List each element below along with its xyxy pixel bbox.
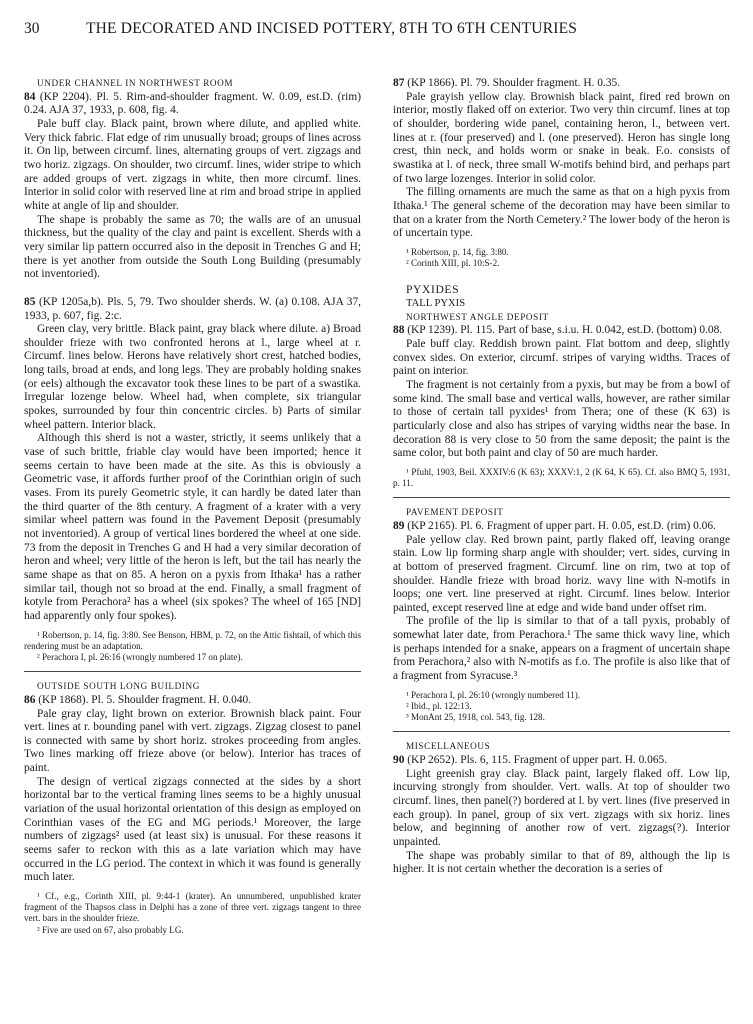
entry-description: (KP 1239). Pl. 115. Part of base, s.i.u. H. 0.042, est.D. (bottom) 0.08. xyxy=(404,324,723,337)
footnote: ² Five are used on 67, also probably LG. xyxy=(37,924,184,935)
footnote: ¹ Robertson, p. 14, fig. 3:80. See Benson, HBM, p. 72, on the Attic fishtail, of which this rendering must be an adaptation. xyxy=(24,629,361,651)
running-title: THE DECORATED AND INCISED POTTERY, 8TH TO 6TH CENTURIES xyxy=(86,20,578,37)
catalog-entry-heading xyxy=(393,754,730,768)
divider xyxy=(393,731,730,732)
entry-number: 89 xyxy=(393,519,405,532)
category-subtitle: TALL PYXIS xyxy=(406,297,466,309)
paragraph: The profile of the lip is similar to that of a tall pyxis, probably of somewhat later date, from Perachora.¹ The same thick wavy line, which is perhaps intended for a snake, appears on a fragment of uncertain shape from Perachora,² also with N-motifs as f.o. The profile is also like that of a fragment from Syracuse.³ xyxy=(393,615,730,683)
paragraph: The filling ornaments are much the same as that on a high pyxis from Ithaka.¹ The general scheme of the decoration may have been similar to that on a krater from the North Cemetery.² The lower body of the heron is of uncertain type. xyxy=(393,186,730,240)
entry-description: (KP 1205a,b). Pls. 5, 79. Two shoulder sherds. W. (a) 0.108. AJA 37, 1933, p. 607, fig. 2:c. xyxy=(24,295,361,322)
paragraph: Light greenish gray clay. Black paint, largely flaked off. Low lip, incurving strongly from shoulder. Vert. walls. At top of shoulder two circumf. lines, then panel(?) bordered at l. by vert. lines (five preserved in each group). In panel, group of six vert. zigzags with six horiz. lines below, and beginning of another row of vert. zigzags(?). Interior unpainted. xyxy=(393,767,730,848)
entry-description: (KP 1868). Pl. 5. Shoulder fragment. H. 0.040. xyxy=(35,693,252,706)
entry-number: 90 xyxy=(393,754,405,767)
divider xyxy=(24,671,361,672)
right-column xyxy=(393,77,730,877)
catalog-entry-heading xyxy=(24,694,361,708)
paragraph: The design of vertical zigzags connected at the sides by a short horizontal bar to the vertical framing lines seems to be a highly unusual variation of the usual horizontal orientation of this design as employed on Corinthian vases of the EG and MG periods.¹ Moreover, the large numbers of zigzags² used (at least six) is unusual. For these reasons it seems safer to reckon with this as a late variation which may have occurred in the LG period. The context in which it was found is generally much later. xyxy=(24,775,361,884)
page-number: 30 xyxy=(24,20,40,37)
catalog-entry-heading xyxy=(24,296,361,323)
entry-number: 87 xyxy=(393,77,405,89)
paragraph: Pale buff clay. Reddish brown paint. Flat bottom and deep, slightly convex sides. On exterior, circumf. stripes of varying widths. Traces of paint on interior. xyxy=(393,337,730,378)
running-header xyxy=(0,20,753,44)
paragraph: The shape was probably similar to that of 89, although the lip is higher. It is not certain whether the decoration is a series of xyxy=(393,849,730,876)
entry-number: 84 xyxy=(24,90,36,103)
paragraph: Although this sherd is not a waster, strictly, it seems unlikely that a vase of such brittle, friable clay would have been imported; hence it seems certain to have been made at the site. As this is obviously a Geometric vase, it affords further proof of the Corinthian origin of such vases. From its purely Geometric style, it can hardly be dated later than the third quarter of the 8th century. A fragment of a krater with a very similar wheel pattern was found in the Pavement Deposit (presumably not inventoried). A group of vertical lines bordered the wheel at one side. 73 from the deposit in Trenches G and H had a very similar decoration of heron and wheel; very little of the heron is left, but the tail has nearly the same shape as that on 85. A heron on a pyxis from Ithaka¹ has a rather similar tail, though not so broad at the end. Finally, a small fragment of kotyle from Perachora² has a wheel (six spokes? The wheel of 165 [ND] had apparently only four spokes). xyxy=(24,432,361,622)
paragraph: Green clay, very brittle. Black paint, gray black where dilute. a) Broad shoulder frieze with two confronted herons at l., large wheel at r. Circumf. lines below. Herons have relatively short crest, hatched bodies, long tails, broad at ends, and long legs. They are probably holding snakes (or eels) although the excavator took these lines to be part of a swastika. Irregular lozenge below. Wheel had, when complete, six triangular spokes, surrounded by four thin concentric circles. b) Parts of similar wheel pattern. Interior black. xyxy=(24,323,361,431)
footnote: ² Ibid., pl. 122:13. xyxy=(406,700,472,711)
footnote: ¹ Perachora I, pl. 26:10 (wrongly numbered 11). xyxy=(406,689,581,700)
footnote: ² Corinth XIII, pl. 10:S-2. xyxy=(406,258,500,269)
footnote: ¹ Cf., e.g., Corinth XIII, pl. 9:44-1 (krater). An unnumbered, unpublished krater fragment of the Thapsos class in Delphi has a zone of three vert. zigzags tangent to three vert. bars in the shoulder frieze. xyxy=(24,891,361,924)
paragraph: Pale gray clay, light brown on exterior. Brownish black paint. Four vert. lines at r. bounding panel with vert. zigzags. Zigzag closest to panel is connected with same by short horiz. strokes proceeding from angles. Two lines marking off frieze above (or below). Interior has traces of paint. xyxy=(24,707,361,775)
paragraph: Pale grayish yellow clay. Brownish black paint, fired red brown on interior, mostly flaked off on exterior. Two very thin circumf. lines at top of shoulder, bordering wide panel, containing heron, l., between vert. lines at r. (four preserved) and l. (one preserved). Heron has single long crest, thin neck, and holds worm or snake in beak. F.o. consists of swastika at l. of neck, three small W-motifs behind bird, and perhaps part of two large lozenges. Interior in solid color. xyxy=(393,90,730,185)
section-heading: MISCELLANEOUS xyxy=(406,741,491,752)
entry-description: (KP 1866). Pl. 79. Shoulder fragment. H. 0.35. xyxy=(404,77,621,89)
footnote: ¹ Pfuhl, 1903, Beil. XXXIV:6 (K 63); XXXV:1, 2 (K 64, K 65). Cf. also BMQ 5, 1931, p. 11. xyxy=(393,466,730,489)
paragraph: Pale yellow clay. Red brown paint, partly flaked off, leaving orange stain. Low lip forming sharp angle with shoulder; vert. sides, curving in at bottom of preserved fragment. Circumf. line on rim, two at top of shoulder. Handle frieze with broad horiz. wavy line with N-motifs in loops; one vert. line preserved at right. Circumf. lines below. Interior painted, except reserved line at edge and wide band under offset rim. xyxy=(393,533,730,614)
section-heading: PAVEMENT DEPOSIT xyxy=(406,507,504,518)
entry-number: 86 xyxy=(24,693,36,706)
entry-description: (KP 2652). Pls. 6, 115. Fragment of upper part. H. 0.065. xyxy=(404,754,668,767)
section-heading: OUTSIDE SOUTH LONG BUILDING xyxy=(37,681,200,692)
footnote: ¹ Robertson, p. 14, fig. 3:80. xyxy=(406,246,509,257)
entry-number: 85 xyxy=(24,295,36,308)
catalog-entry-heading xyxy=(393,324,730,338)
footnote: ² Perachora I, pl. 26:16 (wrongly numbered 17 on plate). xyxy=(37,652,243,662)
paragraph: The fragment is not certainly from a pyxis, but may be from a bowl of some kind. The small base and vertical walls, however, are rather similar to those of certain tall pyxides¹ from Thera; one of these (K 63) is particularly close and also has stripes of varying widths near the base. In decoration 88 is very close to 50 from the same deposit; the paint is the same color, but both paint and clay of 50 are much harder. xyxy=(393,378,730,460)
entry-description: (KP 2165). Pl. 6. Fragment of upper part. H. 0.05, est.D. (rim) 0.06. xyxy=(404,519,716,532)
divider xyxy=(393,497,730,498)
catalog-entry-heading xyxy=(393,77,730,91)
paragraph: The shape is probably the same as 70; the walls are of an unusual thickness, but the quality of the clay and paint is excellent. Sherds with a very similar lip pattern occurred also in the deposit in Trenches G and H; there is yet another from outside the South Long Building (presumably not inventoried). xyxy=(24,213,361,281)
entry-description: (KP 2204). Pl. 5. Rim-and-shoulder fragment. W. 0.09, est.D. (rim) 0.24. AJA 37, 1933, p. 608, fig. 4. xyxy=(24,90,361,117)
category-title: PYXIDES xyxy=(406,283,460,297)
section-heading: NORTHWEST ANGLE DEPOSIT xyxy=(406,311,549,322)
section-heading: UNDER CHANNEL IN NORTHWEST ROOM xyxy=(37,78,234,88)
entry-number: 88 xyxy=(393,324,405,337)
paragraph: Pale buff clay. Black paint, brown where dilute, and applied white. Very thick fabric. Flat edge of rim unusually broad; groups of lines across it. On lip, between circumf. lines, alternating groups of vert. zigzags and two horiz. zigzags. On shoulder, two circumf. lines, wider stripe to which are added groups of vert. zigzags in white, then more circumf. lines. Interior in solid color with reserved line at rim and broad stripe in applied white at angle of lip and shoulder. xyxy=(24,117,361,212)
left-column xyxy=(24,77,361,936)
footnote: ³ MonAnt 25, 1918, col. 543, fig. 128. xyxy=(406,712,545,723)
catalog-entry-heading xyxy=(24,91,361,118)
catalog-entry-heading xyxy=(393,520,730,534)
